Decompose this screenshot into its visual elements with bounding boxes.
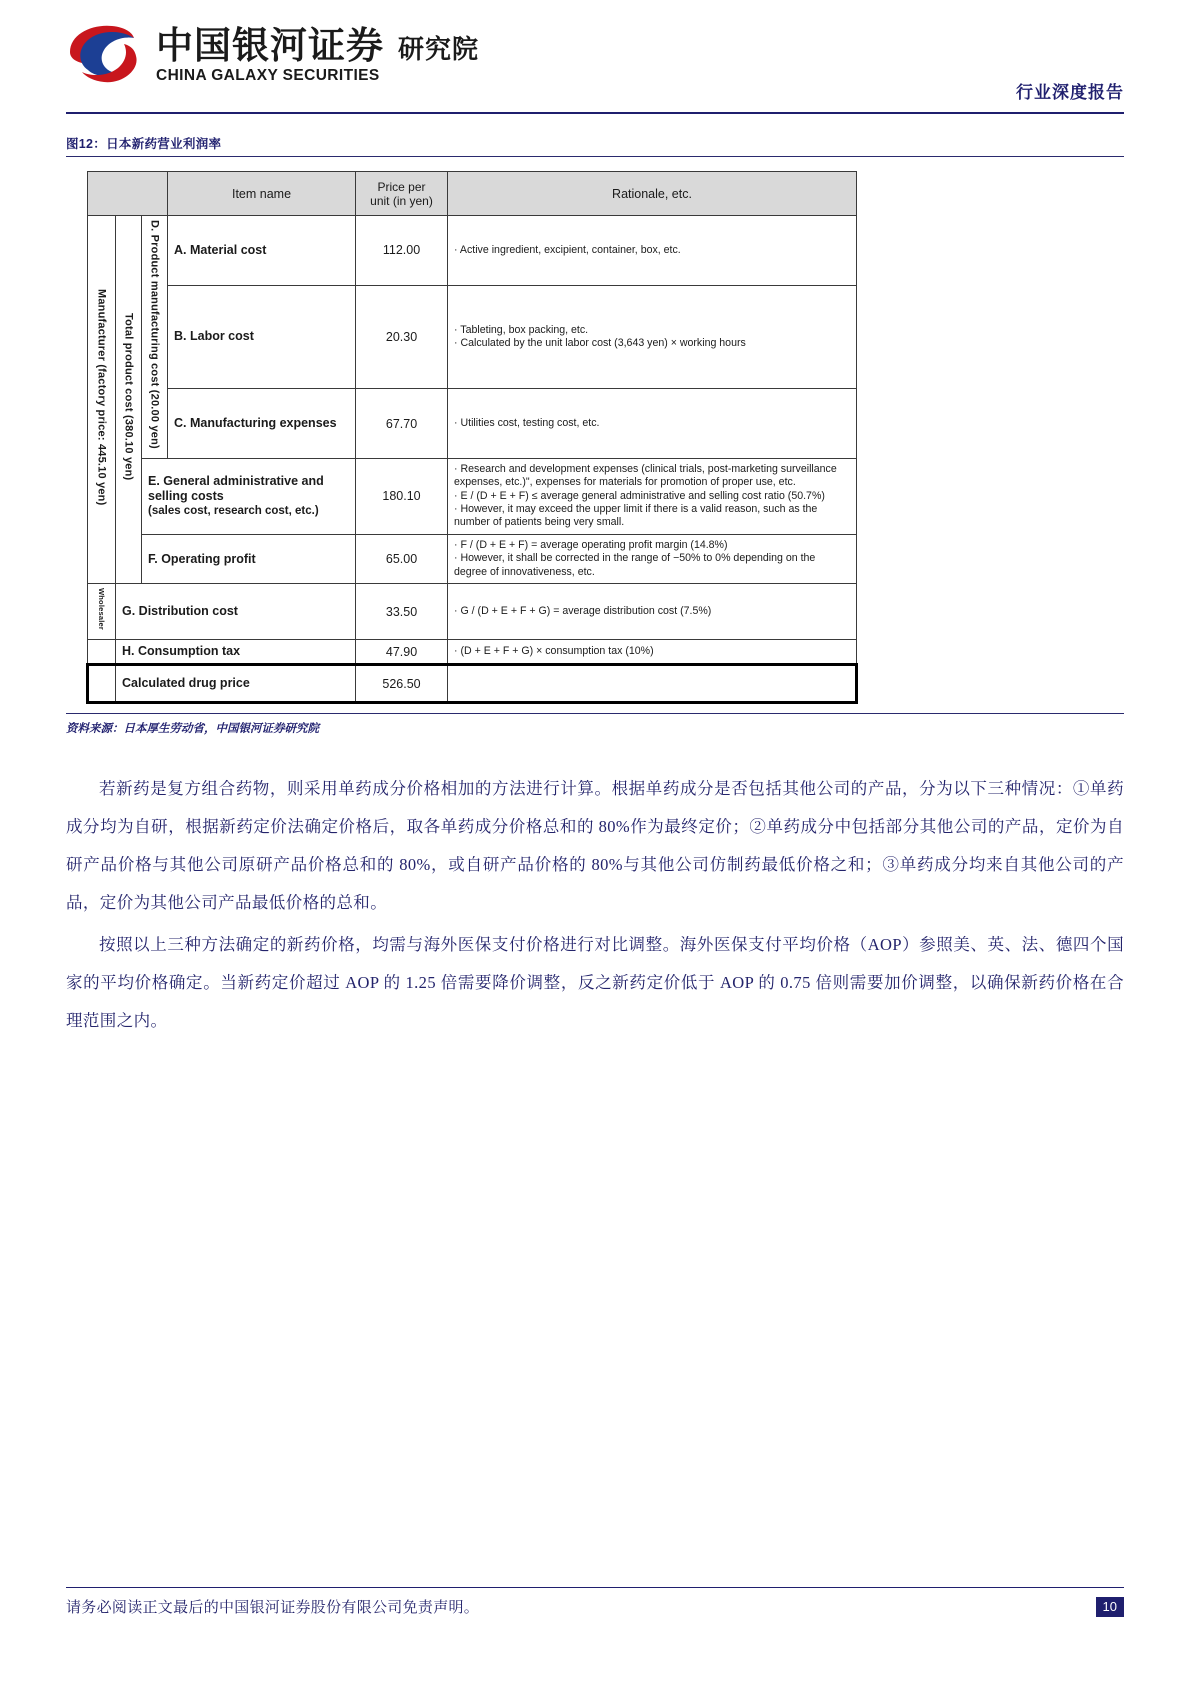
row-price: 65.00 — [356, 534, 448, 583]
table-row — [88, 458, 857, 534]
rationale-line: · Utilities cost, testing cost, etc. — [454, 416, 600, 429]
page-header — [0, 0, 1190, 112]
table-total-row — [88, 665, 857, 703]
total-rationale — [448, 665, 857, 703]
row-price: 47.90 — [356, 640, 448, 665]
body-paragraph: 若新药是复方组合药物，则采用单药成分价格相加的方法进行计算。根据单药成分是否包括其他公司的产品，分为以下三种情况：①单药成分均为自研，根据新药定价法确定价格后，取各单药成分价格总和的 80%作为最终定价；②单药成分中包括部分其他公司的产品，定价为自研产品价格与其他公司原研产品价格总和的 80%，或自研产品价格的 80%与其他公司仿制药最低价格之和；③单药成分均来自其他公司的产品，定价为其他公司产品最低价格的总和。 — [66, 779, 1124, 913]
rationale-line: · However, it shall be corrected in the range of −50% to 0% depending on the degree of innovativeness, etc. — [454, 552, 816, 578]
table-row — [88, 216, 857, 286]
total-group-blank — [88, 665, 116, 703]
row-rationale — [448, 389, 857, 459]
rationale-line: · Research and development expenses (clinical trials, post-marketing surveillance expenses, etc.)", expenses for materials for promotion of proper use, etc. — [454, 462, 837, 489]
row-item-name: H. Consumption tax — [116, 640, 356, 665]
row-price: 33.50 — [356, 584, 448, 640]
logo-institute-label: 研究院 — [398, 34, 480, 64]
drug-price-calculation-table — [86, 171, 858, 704]
row-rationale — [448, 534, 857, 583]
table-header — [88, 172, 857, 216]
header-price-line2: unit (in yen) — [370, 193, 433, 208]
table-row — [88, 584, 857, 640]
figure-title-divider — [66, 156, 1124, 157]
group-label-total-product-cost-text: Total product cost (380.10 yen) — [122, 313, 135, 481]
group-label-manufacturer — [88, 216, 116, 584]
row-price: 20.30 — [356, 285, 448, 389]
logo-chinese-name: 中国银河证券 — [156, 25, 384, 66]
group-label-total-product-cost — [116, 216, 142, 584]
company-logo — [66, 22, 479, 86]
header-rationale: Rationale, etc. — [448, 172, 857, 216]
row-rationale — [448, 285, 857, 389]
row-rationale — [448, 584, 857, 640]
row-rationale — [448, 458, 857, 534]
row-price: 67.70 — [356, 389, 448, 459]
footer-row — [66, 1596, 1124, 1617]
group-label-wholesaler — [88, 584, 116, 640]
figure-title: 图12：日本新药营业利润率 — [66, 137, 222, 151]
rationale-line: · Active ingredient, excipient, container, box, etc. — [454, 243, 681, 256]
row-item-name-cell — [142, 458, 356, 534]
table-header-row — [88, 172, 857, 216]
rationale-line: · Calculated by the unit labor cost (3,643 yen) × working hours — [454, 336, 746, 349]
rationale-line: · However, it may exceed the upper limit if there is a valid reason, such as the number of patients being very small. — [454, 503, 818, 529]
header-item-name: Item name — [168, 172, 356, 216]
row-item-name: B. Labor cost — [168, 285, 356, 389]
total-item-name: Calculated drug price — [116, 665, 356, 703]
row-item-name: A. Material cost — [168, 216, 356, 286]
page-content — [0, 134, 1190, 1040]
rationale-line: · F / (D + E + F) = average operating profit margin (14.8%) — [454, 538, 728, 551]
rationale-line: · (D + E + F + G) × consumption tax (10%) — [454, 644, 654, 657]
row-rationale — [448, 640, 857, 665]
header-price-line1: Price per — [377, 179, 426, 194]
header-divider — [66, 112, 1124, 114]
total-price: 526.50 — [356, 665, 448, 703]
report-type-label: 行业深度报告 — [1016, 83, 1124, 102]
group-label-product-manufacturing-cost-text: D. Product manufacturing cost (20.00 yen) — [148, 220, 161, 449]
footer-divider — [66, 1587, 1124, 1588]
table-body — [88, 216, 857, 703]
row-group-blank — [88, 640, 116, 665]
page-footer — [66, 1587, 1124, 1617]
group-label-wholesaler-text: Wholesaler — [97, 588, 106, 631]
table-row — [88, 389, 857, 459]
figure-table-wrapper — [66, 171, 1124, 704]
rationale-line: · E / (D + E + F) ≤ average general administrative and selling cost ratio (50.7%) — [454, 489, 825, 502]
row-rationale — [448, 216, 857, 286]
row-item-name: E. General administrative and selling costs — [148, 473, 324, 503]
row-price: 112.00 — [356, 216, 448, 286]
footer-disclaimer: 请务必阅读正文最后的中国银河证券股份有限公司免责声明。 — [66, 1600, 480, 1616]
row-price: 180.10 — [356, 458, 448, 534]
row-item-name: C. Manufacturing expenses — [168, 389, 356, 459]
table-row — [88, 640, 857, 665]
row-item-subtext: (sales cost, research cost, etc.) — [148, 504, 319, 517]
logo-english-name: CHINA GALAXY SECURITIES — [156, 67, 380, 84]
row-item-name: G. Distribution cost — [116, 584, 356, 640]
table-row — [88, 534, 857, 583]
table-row — [88, 285, 857, 389]
group-label-manufacturer-text: Manufacturer (factory price: 445.10 yen) — [95, 288, 108, 506]
rationale-line: · Tableting, box packing, etc. — [454, 323, 589, 336]
header-price-per-unit — [356, 172, 448, 216]
body-paragraph: 按照以上三种方法确定的新药价格，均需与海外医保支付价格进行对比调整。海外医保支付平均价格（AOP）参照美、英、法、德四个国家的平均价格确定。当新药定价超过 AOP 的 1.25 倍需要降价调整，反之新药定价低于 AOP 的 0.75 倍则需要加价调整，以确保新药价格在合理范围之内。 — [66, 935, 1124, 1031]
galaxy-swoosh-logo-icon — [66, 22, 144, 86]
body-copy — [66, 770, 1124, 1040]
page-number-badge: 10 — [1096, 1597, 1124, 1617]
row-item-name: F. Operating profit — [142, 534, 356, 583]
rationale-line: · G / (D + E + F + G) = average distribution cost (7.5%) — [454, 604, 712, 617]
group-label-product-manufacturing-cost — [142, 216, 168, 459]
figure-source: 资料来源：日本厚生劳动省，中国银河证券研究院 — [66, 713, 1124, 736]
header-group-blank — [88, 172, 168, 216]
